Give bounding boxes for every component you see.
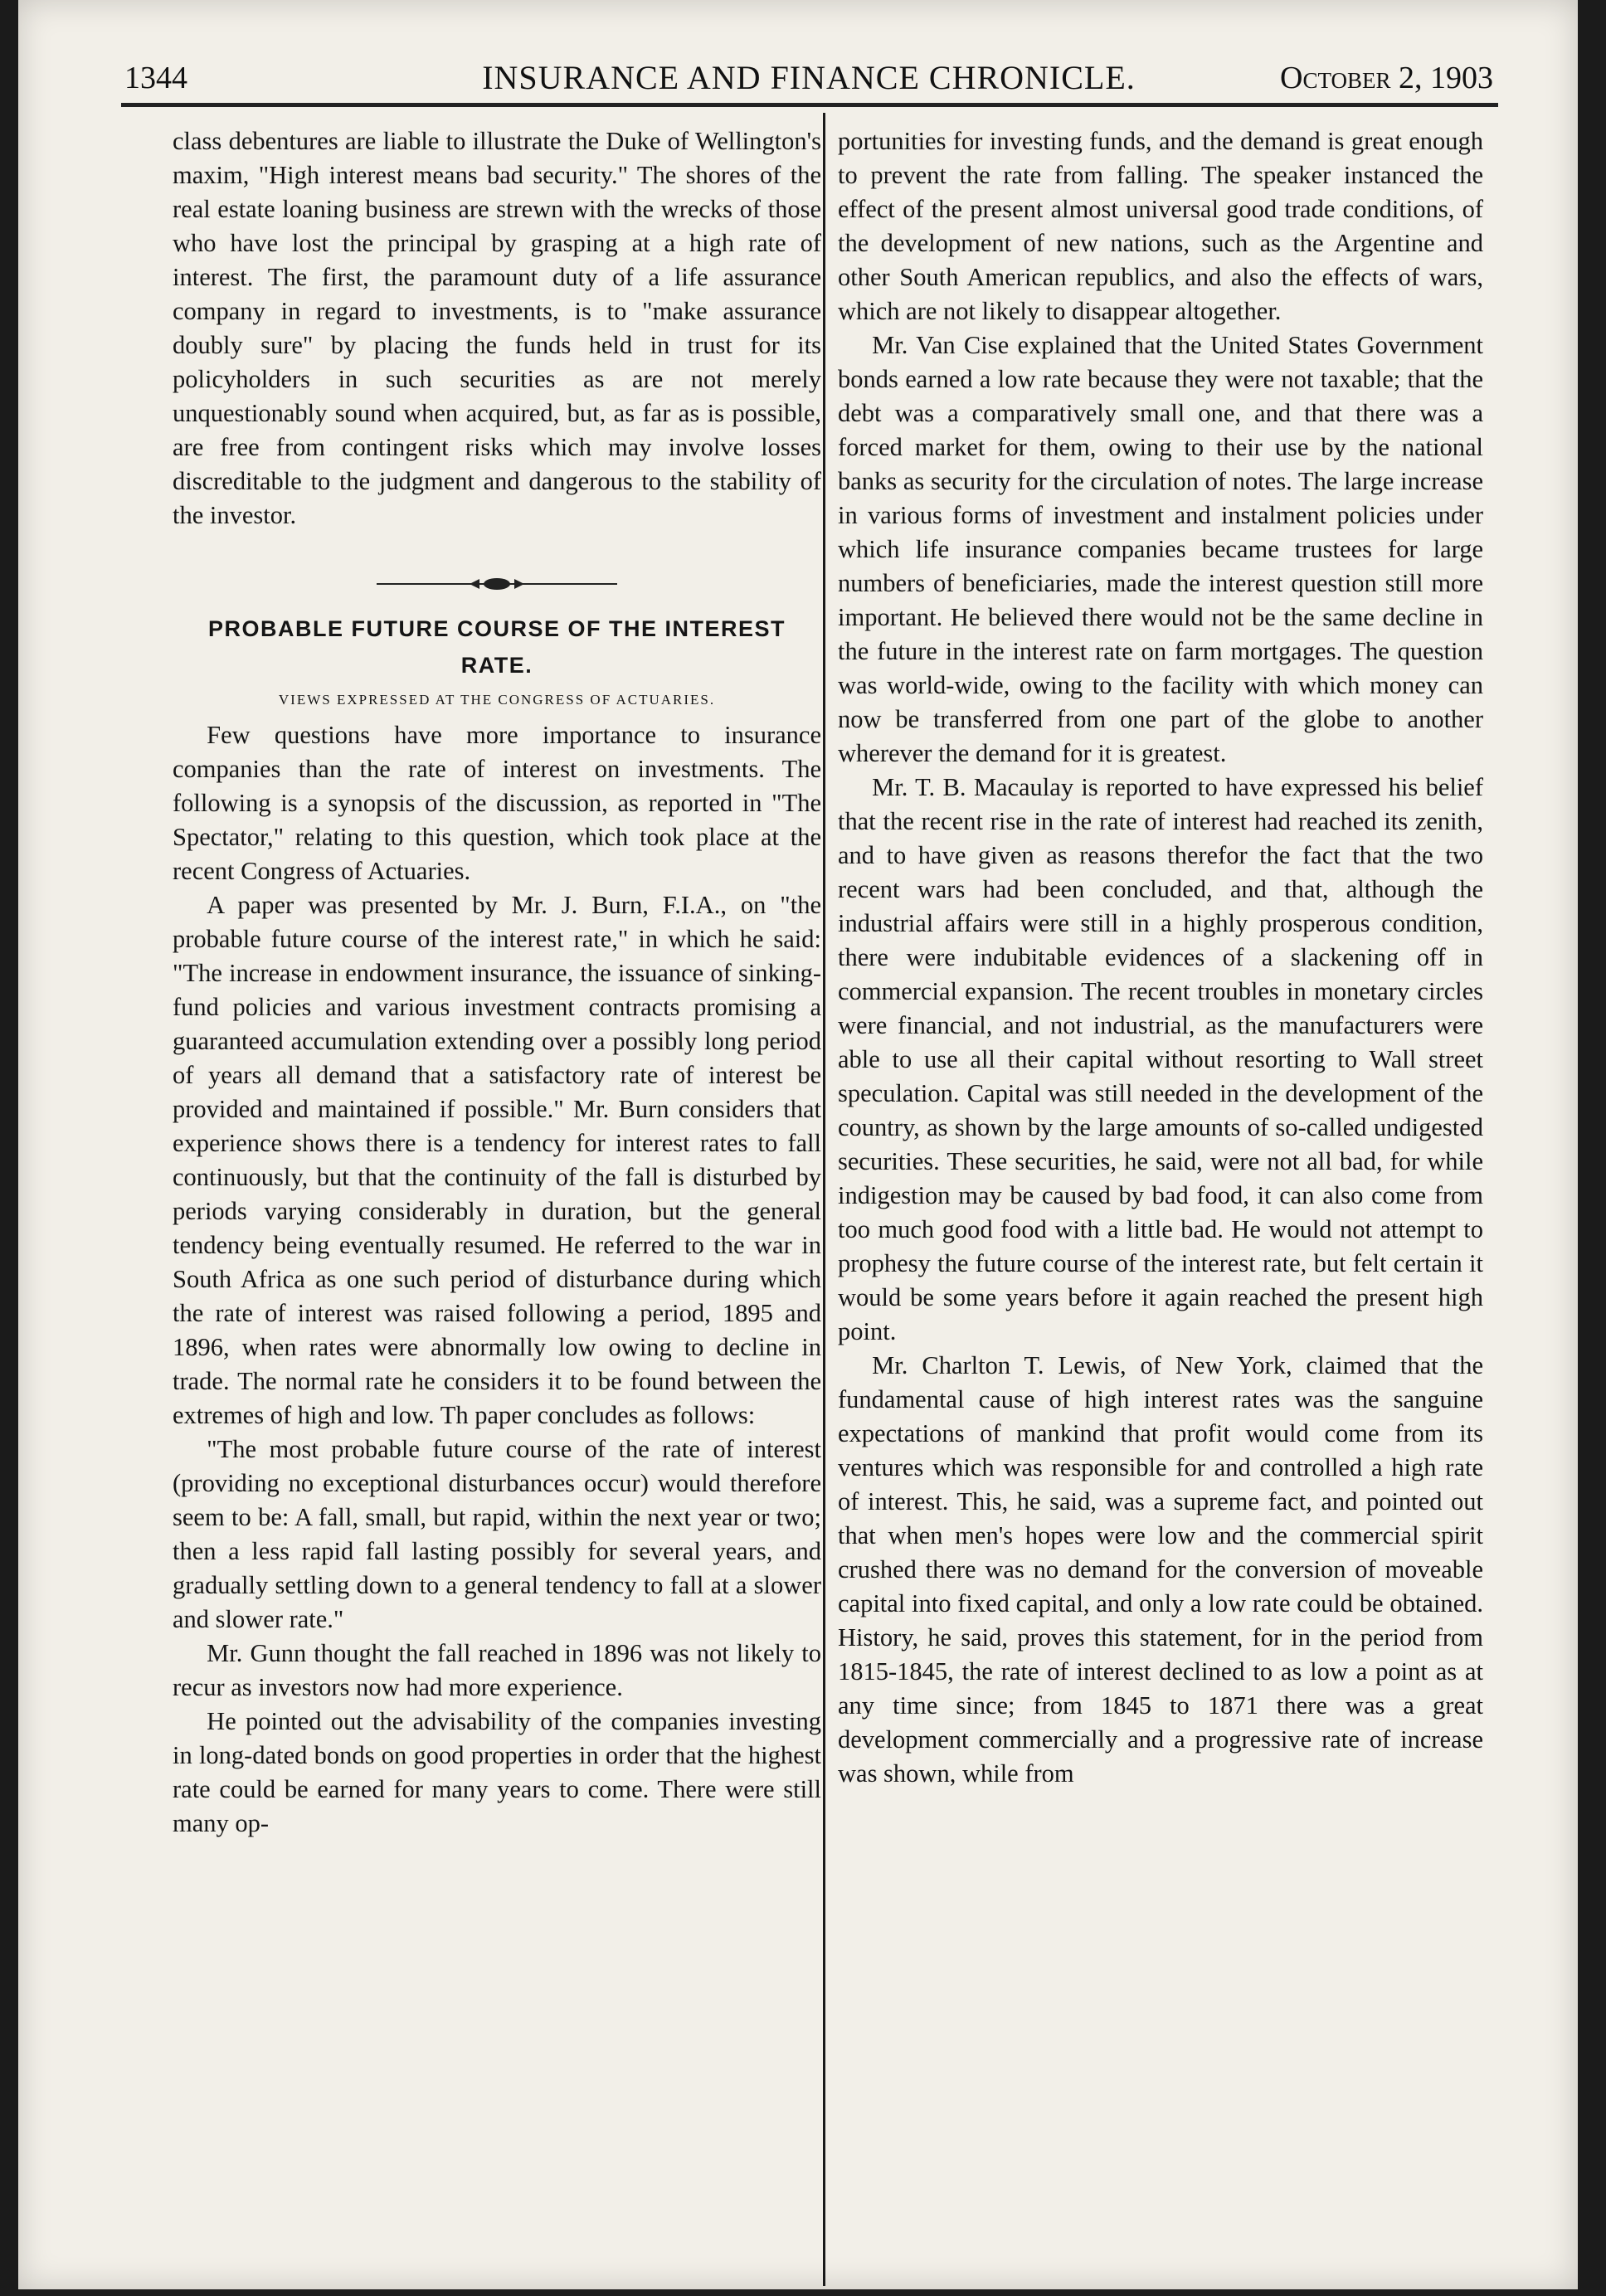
intro-paragraph: class debentures are liable to illustrate the Duke of Wellington's maxim, "High interest means bad security." The shores of the real estate loaning business are strewn with the wrecks of those who have lost the principal by grasping at a high rate of interest. The first, the paramount duty of a life assurance company in regard to investments, is to "make assurance doubly sure" by placing the funds held in trust for its policyholders in such securities as are not merely unquestionably sound when acquired, but, as far as is possible, are free from contingent risks which may involve losses discreditable to the judgment and dangerous to the stability of the investor. (173, 127, 821, 529)
right-column (838, 124, 1483, 1791)
article-paragraph-3: Mr. Gunn thought the fall reached in 1896 was not likely to recur as investors now had more experience. (173, 1639, 821, 1701)
left-column (173, 124, 821, 1841)
article-paragraph-4: He pointed out the advisability of the companies investing in long-dated bonds on good properties in order that the highest rate could be earned for many years to come. There were still many op- (173, 1707, 821, 1837)
article-paragraph-1: Few questions have more importance to insurance companies than the rate of interest on investments. The following is a synopsis of the discussion, as reported in "The Spectator," relating to this question, which took place at the recent Congress of Actuaries. (173, 721, 821, 885)
section-ornament (173, 567, 821, 584)
lewis-paragraph: Mr. Charlton T. Lewis, of New York, claimed that the fundamental cause of high interest rates was the sanguine expectations of mankind that profit would come from its ventures which was responsible for and controlled a high rate of interest. This, he said, was a supreme fact, and pointed out that when men's hopes were low and the commercial spirit crushed there was no demand for the conversion of moveable capital into fixed capital, and only a low rate could be obtained. History, he said, proves this statement, for in the period from 1815-1845, the rate of interest declined to as low a point as at any time since; from 1845 to 1871 there was a great development commercially and a progressive rate of increase was shown, while from (838, 1351, 1483, 1788)
continued-paragraph: portunities for investing funds, and the demand is great enough to prevent the rate from falling. The speaker instanced the effect of the present almost universal good trade conditions, of the development of new nations, such as the Argentine and other South American republics, and also the effects of wars, which are not likely to disappear altogether. (838, 127, 1483, 325)
ornament-rule-icon (377, 576, 617, 592)
publication-title: INSURANCE AND FINANCE CHRONICLE. (482, 59, 1136, 96)
article-title: PROBABLE FUTURE COURSE OF THE INTEREST RATE. (207, 616, 786, 678)
quoted-conclusion: "The most probable future course of the rate of interest (providing no exceptional disturbances occur) would therefore seem to be: A fall, small, but rapid, within the next year or two; then a less rapid fall lasting possibly for several years, and gradually settling down to a general tendency to fall at a slower and slower rate." (173, 1435, 821, 1633)
page-header (124, 51, 1493, 101)
issue-date: October 2, 1903 (1280, 61, 1493, 95)
newspaper-page (18, 0, 1578, 2289)
van-cise-paragraph: Mr. Van Cise explained that the United States Government bonds earned a low rate because they were not taxable; that the debt was a comparatively small one, and that there was a forced market for them, owing to their use by the national banks as security for the circulation of notes. The large increase in various forms of investment and instalment policies under which life insurance companies became trustees for large numbers of beneficiaries, made the interest question still more important. He believed there would not be the same decline in the future in the interest rate on farm mortgages. The question was world-wide, owing to the facility with which money can now be transferred from one part of the globe to another wherever the demand for it is greatest. (838, 331, 1483, 767)
header-rule (121, 103, 1498, 107)
column-divider (823, 113, 825, 2286)
article-subtitle: VIEWS EXPRESSED AT THE CONGRESS OF ACTUARIES. (278, 692, 716, 708)
page-number: 1344 (124, 61, 187, 95)
macaulay-paragraph: Mr. T. B. Macaulay is reported to have expressed his belief that the recent rise in the rate of interest had reached its zenith, and to have given as reasons therefor the fact that the two recent wars had been concluded, and that, although the industrial affairs were still in a highly prosperous condition, there were indubitable evidences of a slackening off in commercial expansion. The recent troubles in monetary circles were financial, and not industrial, as the manufacturers were able to use all their capital without resorting to Wall street speculation. Capital was still needed in the development of the country, as shown by the large amounts of so-called undigested securities. These securities, he said, were not all bad, for while indigestion may be caused by bad food, it can also come from too much good food with a little bad. He would not attempt to prophesy the future course of the interest rate, but felt certain it would be some years before it again reached the present high point. (838, 773, 1483, 1345)
article-paragraph-2: A paper was presented by Mr. J. Burn, F.I.A., on "the probable future course of the interest rate," in which he said: "The increase in endowment insurance, the issuance of sinking-fund policies and various investment contracts promising a guaranteed accumulation extending over a possibly long period of years all demand that a satisfactory rate of interest be provided and maintained if possible." Mr. Burn considers that experience shows there is a tendency for interest rates to fall continuously, but that the continuity of the fall is disturbed by periods varying considerably in duration, but the general tendency being eventually resumed. He referred to the war in South Africa as one such period of disturbance during which the rate of interest was raised following a period, 1895 and 1896, when rates were abnormally low owing to decline in trade. The normal rate he considers it to be found between the extremes of high and low. Th paper concludes as follows: (173, 891, 821, 1429)
